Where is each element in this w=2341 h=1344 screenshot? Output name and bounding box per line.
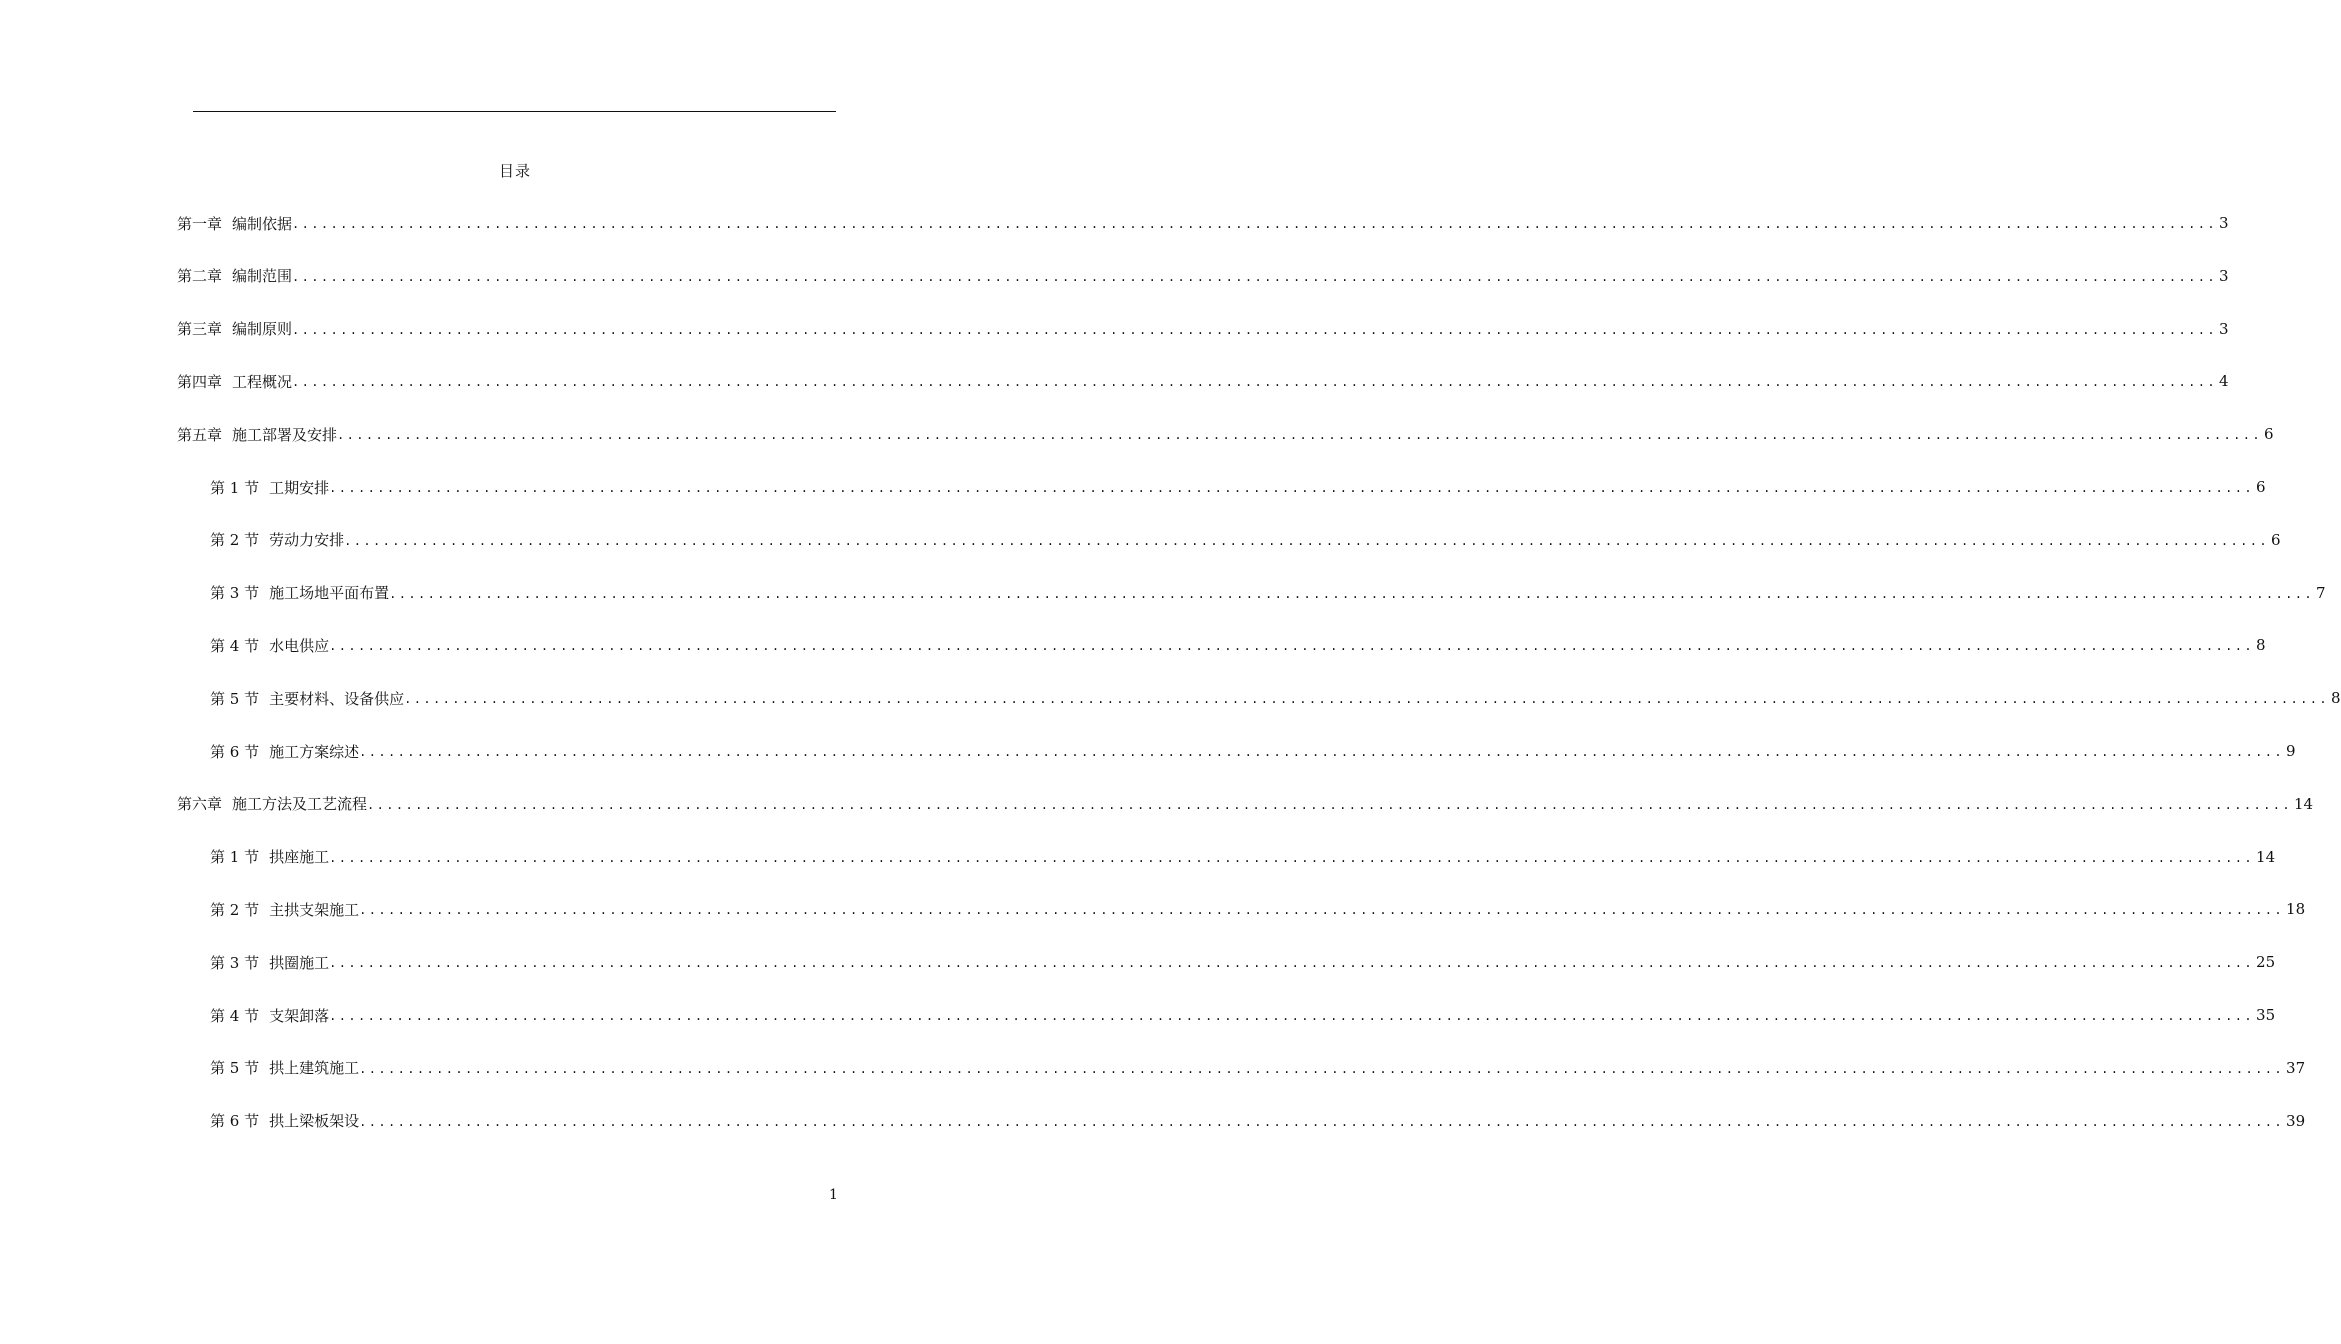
toc-entry-label: 主拱支架施工 xyxy=(269,900,360,919)
toc-entry[interactable] xyxy=(210,1110,2306,1132)
toc-entry-page: 8 xyxy=(2256,636,2266,655)
toc-entry-page: 9 xyxy=(2286,742,2296,760)
toc-dot-leader: ........................................................................................................................................................................................................ xyxy=(292,269,2217,284)
toc-entry-label: 拱上梁板架设 xyxy=(269,1112,360,1131)
toc-entry-page: 7 xyxy=(2316,583,2326,602)
toc-entry[interactable] xyxy=(210,951,2276,973)
toc-entry-label: 水电供应 xyxy=(269,636,330,655)
toc-entry-label: 施工方法及工艺流程 xyxy=(232,795,368,814)
toc-entry-number: 第六章 xyxy=(177,795,223,814)
toc-entry-number: 第 4 节 xyxy=(210,636,260,655)
toc-entry-label: 编制依据 xyxy=(232,214,293,233)
toc-entry-label: 主要材料、设备供应 xyxy=(269,689,405,708)
toc-entry-page: 6 xyxy=(2256,478,2266,496)
toc-entry-number: 第 3 节 xyxy=(210,953,260,972)
toc-entry-number: 第三章 xyxy=(177,320,223,339)
toc-title: 目录 xyxy=(498,162,531,180)
toc-entry-label: 编制原则 xyxy=(232,320,293,339)
toc-entry-label: 施工场地平面布置 xyxy=(269,584,390,603)
toc-dot-leader: ........................................................................................................................................................................................................ xyxy=(292,322,2217,337)
toc-entry-label: 工程概况 xyxy=(232,372,293,391)
toc-entry[interactable] xyxy=(210,529,2281,551)
toc-entry-page: 25 xyxy=(2256,953,2276,972)
toc-entry[interactable] xyxy=(210,740,2296,762)
toc-entry[interactable] xyxy=(210,1004,2276,1026)
toc-entry[interactable] xyxy=(177,318,2229,340)
toc-entry-label: 施工方案综述 xyxy=(269,742,360,761)
toc-entry-number: 第 5 节 xyxy=(210,689,260,708)
toc-entry[interactable] xyxy=(210,846,2276,868)
toc-dot-leader: ........................................................................................................................................................................................................ xyxy=(344,533,2270,548)
toc-entry-page: 4 xyxy=(2218,372,2229,391)
toc-entry-page: 37 xyxy=(2286,1058,2306,1077)
toc-entry-page: 14 xyxy=(2293,794,2314,813)
toc-entry-number: 第 1 节 xyxy=(210,478,260,497)
toc-dot-leader: ........................................................................................................................................................................................................ xyxy=(329,639,2255,654)
toc-entry-number: 第 6 节 xyxy=(210,742,260,761)
toc-entry-page: 18 xyxy=(2286,900,2306,919)
toc-entry[interactable] xyxy=(210,476,2266,498)
toc-dot-leader: ........................................................................................................................................................................................................ xyxy=(359,745,2285,759)
toc-entry-page: 6 xyxy=(2271,530,2281,549)
toc-entry-page: 8 xyxy=(2331,689,2341,708)
toc-dot-leader: ........................................................................................................................................................................................................ xyxy=(359,1114,2285,1129)
toc-entry-page: 39 xyxy=(2286,1111,2306,1130)
toc-entry-number: 第 6 节 xyxy=(210,1112,260,1131)
toc-entry-page: 35 xyxy=(2256,1006,2276,1024)
toc-entry-label: 劳动力安排 xyxy=(269,531,345,550)
toc-entry-label: 拱座施工 xyxy=(269,848,330,867)
toc-entry-label: 支架卸落 xyxy=(269,1006,330,1025)
toc-entry-number: 第五章 xyxy=(177,425,223,444)
toc-dot-leader: ........................................................................................................................................................................................................ xyxy=(337,428,2262,443)
toc-entry-page: 3 xyxy=(2218,214,2229,232)
toc-entry-number: 第 2 节 xyxy=(210,531,260,550)
toc-dot-leader: ........................................................................................................................................................................................................ xyxy=(329,850,2255,865)
toc-dot-leader: ........................................................................................................................................................................................................ xyxy=(359,903,2285,918)
toc-entry-label: 工期安排 xyxy=(269,478,330,497)
toc-entry[interactable] xyxy=(177,265,2229,287)
toc-entry[interactable] xyxy=(210,1057,2306,1079)
toc-dot-leader: ........................................................................................................................................................................................................ xyxy=(359,1061,2285,1076)
toc-entry[interactable] xyxy=(177,212,2229,234)
toc-entry[interactable] xyxy=(177,423,2274,445)
toc-entry-number: 第 2 节 xyxy=(210,900,260,919)
toc-entry[interactable] xyxy=(177,793,2314,815)
toc-entry-number: 第四章 xyxy=(177,372,223,391)
toc-entry-number: 第一章 xyxy=(177,214,223,233)
toc-entry-label: 编制范围 xyxy=(232,267,293,286)
toc-entry-number: 第 4 节 xyxy=(210,1006,260,1025)
toc-dot-leader: ........................................................................................................................................................................................................ xyxy=(329,956,2255,971)
toc-entry-number: 第二章 xyxy=(177,267,223,286)
toc-entry-number: 第 5 节 xyxy=(210,1059,260,1078)
toc-dot-leader: ........................................................................................................................................................................................................ xyxy=(389,586,2315,601)
toc-dot-leader: ........................................................................................................................................................................................................ xyxy=(292,375,2217,390)
toc-entry[interactable] xyxy=(210,634,2266,656)
toc-entry-label: 施工部署及安排 xyxy=(232,425,338,444)
toc-entry-label: 拱上建筑施工 xyxy=(269,1059,360,1078)
toc-dot-leader: ........................................................................................................................................................................................................ xyxy=(404,692,2330,707)
toc-entry[interactable] xyxy=(210,582,2326,604)
toc-entry-number: 第 3 节 xyxy=(210,584,260,603)
toc-entry-page: 3 xyxy=(2218,266,2229,285)
toc-dot-leader: ........................................................................................................................................................................................................ xyxy=(367,797,2292,812)
toc-entry[interactable] xyxy=(210,687,2341,709)
toc-entry[interactable] xyxy=(177,370,2229,392)
toc-entry-number: 第 1 节 xyxy=(210,848,260,867)
toc-entry-page: 6 xyxy=(2263,425,2274,444)
toc-entry-page: 3 xyxy=(2218,319,2229,338)
toc-entry-page: 14 xyxy=(2256,847,2276,866)
toc-entry-label: 拱圈施工 xyxy=(269,953,330,972)
toc-dot-leader: ........................................................................................................................................................................................................ xyxy=(329,1009,2255,1023)
toc-entry[interactable] xyxy=(210,898,2306,920)
toc-dot-leader: ........................................................................................................................................................................................................ xyxy=(292,217,2217,231)
footer-page-number: 1 xyxy=(829,1187,838,1203)
toc-dot-leader: ........................................................................................................................................................................................................ xyxy=(329,481,2255,495)
